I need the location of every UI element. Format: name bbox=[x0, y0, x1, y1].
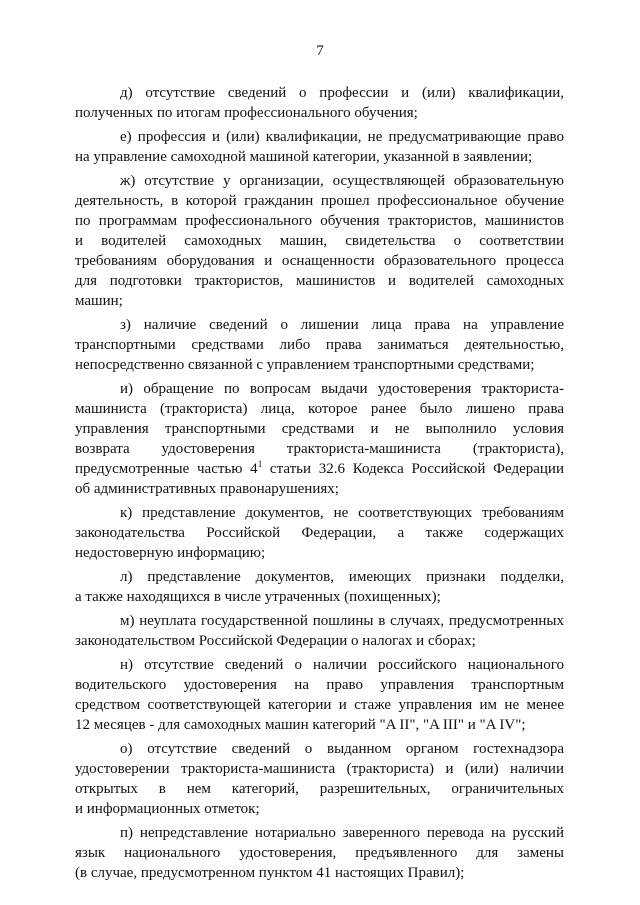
text-line: к) представление документов, не соответствующих требованиям bbox=[120, 505, 564, 521]
list-item-o bbox=[75, 739, 564, 819]
text-line: н) отсутствие сведений о наличии российского национального bbox=[120, 657, 564, 673]
document-body bbox=[75, 83, 564, 887]
list-item-p bbox=[75, 823, 564, 883]
text-line: непосредственно связанной с управлением транспортными средствами; bbox=[75, 357, 535, 373]
text-line: п) непредставление нотариально заверенного перевода на русский bbox=[120, 825, 564, 841]
text-line: ж) отсутствие у организации, осуществляющей образовательную bbox=[120, 173, 564, 189]
text-line: 12 месяцев - для самоходных машин категорий "A II", "A III" и "A IV"; bbox=[75, 717, 526, 733]
text-line-with-footnote bbox=[75, 459, 564, 479]
list-item-zh bbox=[75, 171, 564, 311]
text-line: язык национального удостоверения, предъявленного для замены bbox=[75, 845, 564, 861]
list-item-z bbox=[75, 315, 564, 375]
text-line: законодательством Российской Федерации о налогах и сборах; bbox=[75, 633, 476, 649]
list-item-n bbox=[75, 655, 564, 735]
text-line: и водителей самоходных машин, свидетельства о соответствии bbox=[75, 233, 564, 249]
text-fragment: статьи 32.6 Кодекса Российской Федерации bbox=[262, 461, 564, 477]
text-line: законодательства Российской Федерации, а также содержащих bbox=[75, 525, 564, 541]
text-line: (в случае, предусмотренном пунктом 41 настоящих Правил); bbox=[75, 865, 465, 881]
text-line: л) представление документов, имеющих признаки подделки, bbox=[120, 569, 564, 585]
list-item-k bbox=[75, 503, 564, 563]
text-line: о) отсутствие сведений о выданном органом гостехнадзора bbox=[120, 741, 564, 757]
text-line: открытых в нем категорий, разрешительных, ограничительных bbox=[75, 781, 564, 797]
text-line: а также находящихся в числе утраченных (похищенных); bbox=[75, 589, 441, 605]
text-line: машиниста (тракториста) лица, которое ранее было лишено права bbox=[75, 401, 564, 417]
text-line: и информационных отметок; bbox=[75, 801, 260, 817]
list-item-i bbox=[75, 379, 564, 499]
text-line: полученных по итогам профессионального обучения; bbox=[75, 105, 418, 121]
page-number: 7 bbox=[316, 43, 324, 59]
text-line: водительского удостоверения на право управления транспортным bbox=[75, 677, 564, 693]
text-line: требованиям оборудования и оснащенности образовательного процесса bbox=[75, 253, 564, 269]
text-line: управления транспортными средствами и не выполнило условия bbox=[75, 421, 564, 437]
list-item-e bbox=[75, 127, 564, 167]
superscript-number: 1 bbox=[257, 459, 263, 469]
text-line: недостоверную информацию; bbox=[75, 545, 266, 561]
text-line: на управление самоходной машиной категории, указанной в заявлении; bbox=[75, 149, 533, 165]
list-item-m bbox=[75, 611, 564, 651]
text-line: транспортными средствами либо права заниматься деятельностью, bbox=[75, 337, 564, 353]
text-line: и) обращение по вопросам выдачи удостоверения тракториста- bbox=[120, 381, 564, 397]
text-line: удостоверении тракториста-машиниста (тракториста) и (или) наличии bbox=[75, 761, 564, 777]
text-line: об административных правонарушениях; bbox=[75, 481, 339, 497]
text-line: для подготовки трактористов, машинистов и водителей самоходных bbox=[75, 273, 564, 289]
text-line: по программам профессионального обучения трактористов, машинистов bbox=[75, 213, 564, 229]
text-line: е) профессия и (или) квалификации, не предусматривающие право bbox=[120, 129, 564, 145]
text-line: м) неуплата государственной пошлины в случаях, предусмотренных bbox=[120, 613, 564, 629]
list-item-l bbox=[75, 567, 564, 607]
list-item-d bbox=[75, 83, 564, 123]
text-line: средством соответствующей категории и стаже управления им не менее bbox=[75, 697, 564, 713]
text-line: деятельность, в которой гражданин прошел профессиональное обучение bbox=[75, 193, 564, 209]
text-line: з) наличие сведений о лишении лица права на управление bbox=[120, 317, 564, 333]
text-line: д) отсутствие сведений о профессии и (или) квалификации, bbox=[120, 85, 564, 101]
text-line: возврата удостоверения тракториста-машиниста (тракториста), bbox=[75, 441, 564, 457]
text-line: машин; bbox=[75, 293, 123, 309]
text-fragment: предусмотренные частью 4 bbox=[75, 461, 258, 477]
